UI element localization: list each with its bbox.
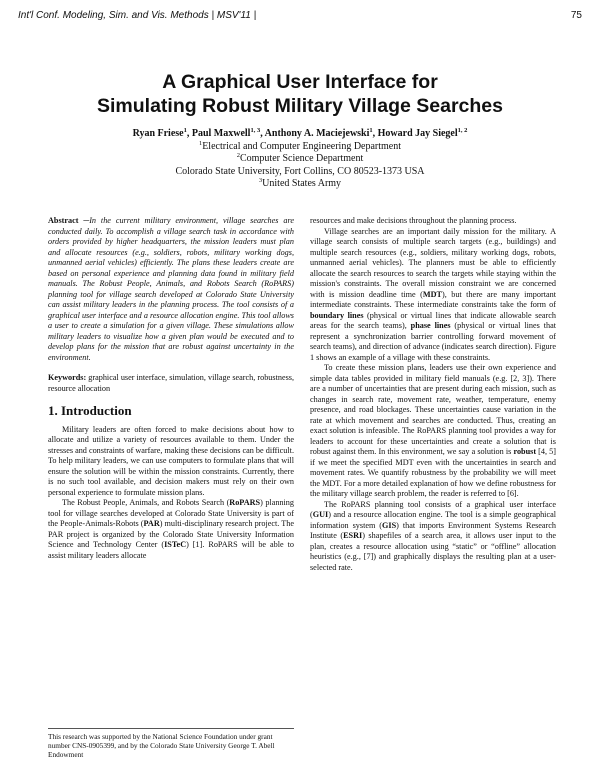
paragraph: resources and make decisions throughout the planning process. (310, 216, 517, 225)
author-list: Ryan Friese$^1$, Paul Maxwell$^{1, 3}$, Anthony A. Maciejewski$^1$, Howard Jay Siegel$^{1, 2}$ (132, 127, 468, 139)
running-header (18, 8, 582, 24)
author-affil-mark: 1, 3 (250, 127, 261, 134)
paragraph: The RoPARS planning tool consists of a graphical user interface (GUI) and a resource allocation engine. The tool is a simple geographical information system (GIS) that imports Environment Systems Research Institute (ESRI) shapefiles of a search area, it allows user input to the plan, creates a resource allocation using “static” or “offline” allocation heuristics (e.g., [7]) and graphically displays the resulting plan at a user-selected rate. (310, 499, 557, 572)
paragraph: The Robust People, Animals, and Robots Search (RoPARS) planning tool for village searches developed at Colorado State University is part of the People-Animals-Robots (PAR) multi-disciplinary research project. The PAR project is organized by the Colorado State University Information Science and Technology Center (ISTeC) [1]. RoPARS will be able to assist military leaders allocate (48, 498, 295, 560)
author-block (0, 128, 600, 191)
abstract: Abstract ─In the current military environment, village searches are conducted daily. To accomplish a village search task in accordance with orders provided by higher headquarters, the mission leaders must plan and allocate resources (e.g., soldiers, robots, military working dogs, unmanned aerial vehicles) efficiently. The plans these leaders create are based on personal experience and planning data found in military field manuals. The Robust People, Animals, and Robots Search (RoPARS) planning tool for village search developed at Colorado State University can assist military leaders in the planning process. The tool consists of a graphical user interface and a resource allocation engine. This tool allows a user to create a simulation for a given village. These simulations allow military leaders to visualize how a given plan would be executed and to develop plans for the mission that are robust against uncertainty in the environment. (48, 216, 294, 362)
keywords (48, 373, 294, 394)
keywords-label: Keywords: (48, 373, 87, 382)
author-name: Howard Jay Siegel (377, 128, 458, 139)
footnote: This research was supported by the National Science Foundation under grant number CNS-0905399, and by the Colorado State University George T. Abell Endowment (48, 728, 294, 759)
right-column (310, 216, 556, 573)
author-name: Ryan Friese (132, 128, 184, 139)
author-name: Paul Maxwell (191, 128, 251, 139)
conference-name: Int'l Conf. Modeling, Sim. and Vis. Methods | MSV'11 | (18, 10, 257, 21)
author-affil-mark: 1 (369, 127, 373, 134)
left-column (48, 216, 294, 561)
affiliation-3: $^3$United States Army (258, 177, 342, 189)
paragraph: Village searches are an important daily mission for the military. A village search consists of multiple search targets (e.g., buildings) and multiple search resources (e.g., soldiers, military working dogs, robots, unmanned aerial vehicles). The planners must be able to efficiently allocate the search resources to search the targets while staying within the mission's constraints. The overall mission constraint we are concerned with is mission deadline time (MDT), but there are many important intermediate constraints. These intermediate constraints take the form of boundary lines (physical or virtual lines that indicate allowable search areas for the search teams), phase lines (physical or virtual lines that represent a synchronization barrier controlling forward movement of search teams), and direction of advance (indicates search direction). Figure 1 shows an example of a village with these constraints. (310, 226, 557, 362)
paper-title (0, 70, 600, 118)
paragraph: Military leaders are often forced to make decisions about how to allocate and utilize a variety of resources available to them. Under the stresses and constraints of warfare, making these decisions can be difficult. To help military leaders, we can use computers to formulate plans that will ensure the solution will be within the mission constraints. Currently, there is no such tool available, and decision makers must rely on their own personal experience to formulate mission plans. (48, 424, 294, 497)
section-heading: 1. Introduction (48, 403, 132, 418)
keywords-text: graphical user interface, simulation, village search, robustness, resource allocation (48, 373, 294, 393)
author-name: Anthony A. Maciejewski (264, 128, 370, 139)
author-affil-mark: 1, 2 (457, 127, 468, 134)
title-line-2: Simulating Robust Military Village Searches (96, 95, 503, 117)
affiliation-1: $^1$Electrical and Computer Engineering Department (198, 139, 402, 152)
affiliation-2: $^2$Computer Science Department (236, 152, 364, 164)
page-number: 75 (570, 10, 582, 21)
author-affil-mark: 1 (183, 127, 187, 134)
paragraph: To create these mission plans, leaders use their own experience and simple data tables provided in military field manuals (e.g. [2, 3]). There are a number of uncertainties that are present during each mission, such as changes in search rate, movement rate, weather, temperature, enemy presence, and road blockages. These uncertainties cause variation in the rate at which movement and searches are conducted. Thus, creating an exact solution is infeasible. The RoPARS planning tool provides a way for leaders to account for these uncertainties and create a solution that is robust against them. In this environment, we say a solution is robust [4, 5] if we meet the specified MDT even with the uncertainties in search and movement rates. We quantify robustness by the probability we will meet the MDT. For a more detailed explanation of how we define robustness for the military village search problem, the reader is referred to [6]. (310, 363, 556, 498)
affiliation-address: Colorado State University, Fort Collins, CO 80523-1373 USA (175, 165, 425, 177)
abstract-text: In the current military environment, village searches are conducted daily. To accomplish a village search task in accordance with orders provided by higher headquarters, the mission leaders must plan and allocate resources (e.g., soldiers, robots, military working dogs, unmanned aerial vehicles) efficiently. The plans these leaders create are based on personal experience and planning data found in military field manuals. The Robust People, Animals, and Robots Search (RoPARS) planning tool for village search developed at Colorado State University can assist military leaders in the planning process. The tool consists of a graphical user interface and a resource allocation engine. This tool allows a user to create a simulation for a given village. These simulations allow military leaders to visualize how a given plan would be executed and to develop plans for the mission that are robust against uncertainty in the environment. (48, 216, 294, 362)
title-line-1: A Graphical User Interface for (162, 71, 438, 93)
abstract-label: Abstract (48, 216, 79, 225)
